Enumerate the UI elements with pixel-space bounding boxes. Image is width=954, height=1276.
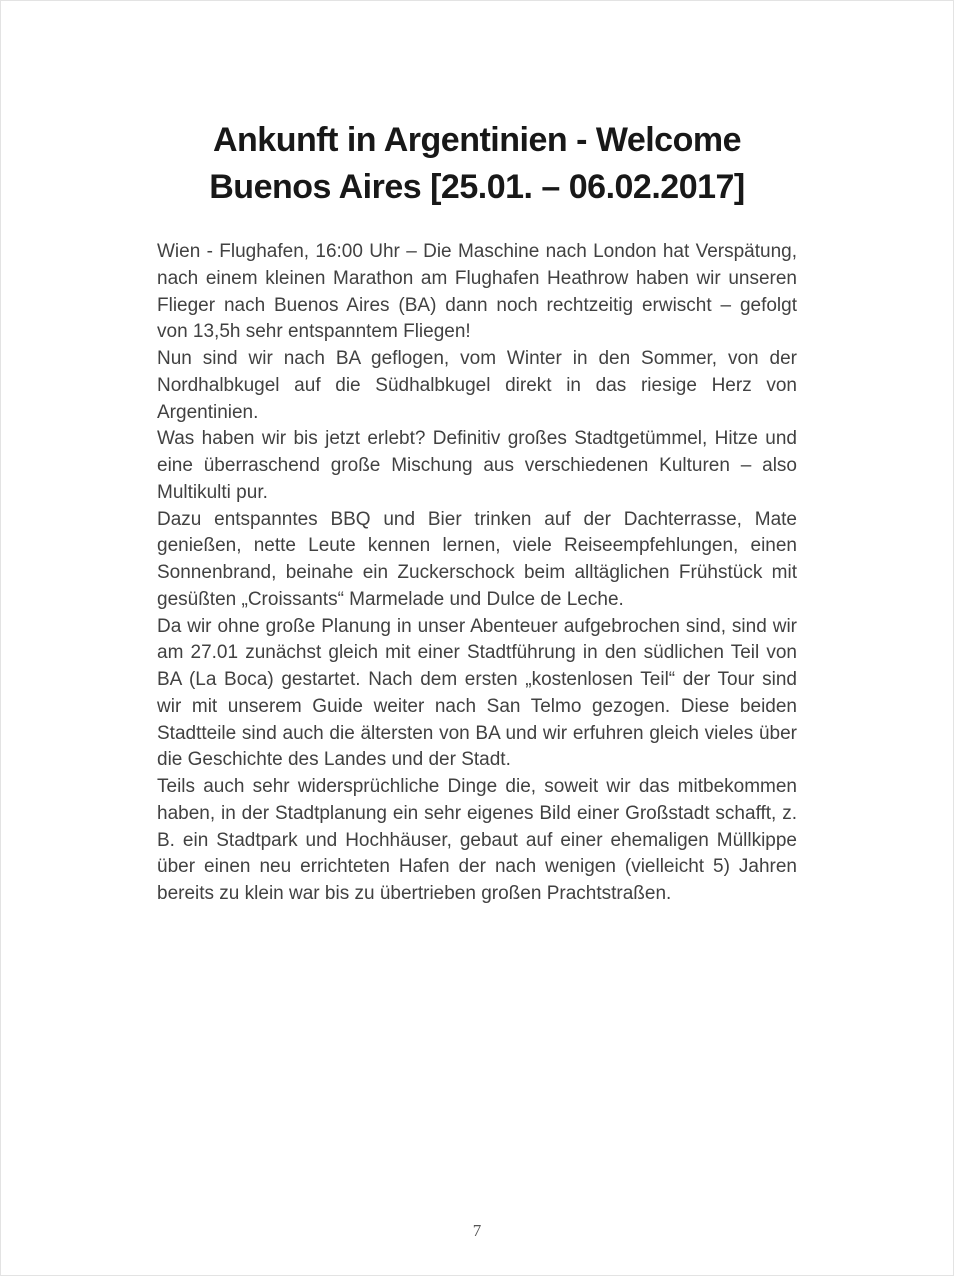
page-title — [157, 117, 797, 211]
body-paragraph: Dazu entspanntes BBQ und Bier trinken auf der Dachterrasse, Mate genießen, nette Leute kennen lernen, viele Reiseempfehlungen, einen Sonnenbrand, beinahe ein Zuckerschock beim alltäglichen Frühstück mit gesüßten „Croissants“ Marmelade und Dulce de Leche. — [157, 508, 797, 610]
body-paragraph: Wien - Flughafen, 16:00 Uhr – Die Maschine nach London hat Verspätung, nach einem kleinen Marathon am Flughafen Heathrow haben wir unseren Flieger nach Buenos Aires (BA) dann noch rechtzeitig erwischt – gefolgt von 13,5h sehr entspanntem Fliegen! — [157, 241, 797, 343]
page-title-line-1: Ankunft in Argentinien - Welcome — [212, 121, 742, 159]
text-column — [157, 1, 797, 908]
body-paragraph: Teils auch sehr widersprüchliche Dinge die, soweit wir das mitbekommen haben, in der Stadtplanung ein sehr eigenes Bild einer Großstadt schafft, z. B. ein Stadtpark und Hochhäuser, gebaut auf einer ehemaligen Müllkippe über einen neu errichteten Hafen der nach wenigen (vielleicht 5) Jahren bereits zu klein war bis zu übertrieben großen Prachtstraßen. — [157, 776, 797, 904]
body-text — [157, 239, 797, 908]
page-title-line-2: Buenos Aires [25.01. – 06.02.2017] — [209, 168, 745, 206]
body-paragraph: Nun sind wir nach BA geflogen, vom Winter in den Sommer, von der Nordhalbkugel auf die Südhalbkugel direkt in das riesige Herz von Argentinien. — [157, 348, 797, 423]
body-paragraph: Da wir ohne große Planung in unser Abenteuer aufgebrochen sind, sind wir am 27.01 zunächst gleich mit einer Stadtführung in den südlichen Teil von BA (La Boca) gestartet. Nach dem ersten „kostenlosen Teil“ der Tour sind wir mit unserem Guide weiter nach San Telmo gezogen. Diese beiden Stadtteile sind auch die ältersten von BA und wir erfuhren gleich vieles über die Geschichte des Landes und der Stadt. — [157, 615, 797, 771]
body-paragraph: Was haben wir bis jetzt erlebt? Definitiv großes Stadtgetümmel, Hitze und eine überraschend große Mischung aus verschiedenen Kulturen – also Multikulti pur. — [157, 428, 797, 503]
page-number: 7 — [472, 1221, 482, 1240]
